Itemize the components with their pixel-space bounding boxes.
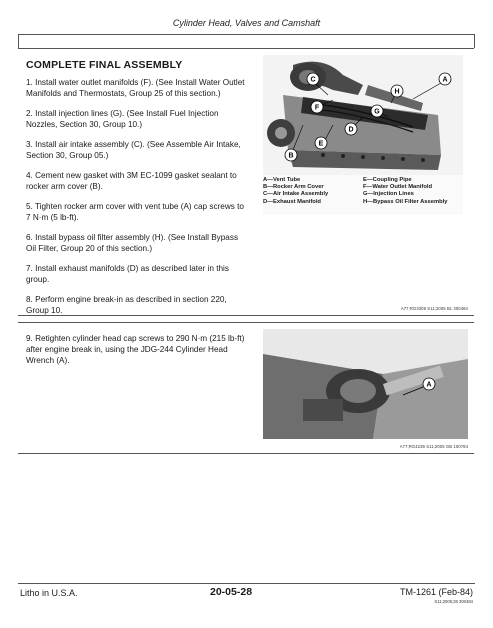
- manual-id: TM-1261 (Feb-84): [399, 587, 473, 597]
- callout-a: A: [426, 381, 432, 389]
- legend-column-right: [363, 177, 448, 206]
- engine-illustration: [263, 55, 463, 175]
- step-1: 1. Install water outlet manifolds (F). (See Install Water Outlet Manifolds and Thermostats, Group 25 of this section.): [26, 78, 245, 98]
- footer-litho: Litho in U.S.A.: [20, 588, 78, 598]
- step-3: 3. Install air intake assembly (C). (See Assemble Air Intake, Section 30, Group 05.): [26, 140, 241, 160]
- callout-a: A: [442, 76, 448, 84]
- page-header-title: Cylinder Head, Valves and Camshaft: [172, 18, 321, 28]
- page-number: 20-05-28: [210, 586, 253, 598]
- step-4: 4. Cement new gasket with 3M EC-1099 gasket sealant to rocker arm cover (B).: [26, 171, 237, 191]
- step-5: 5. Tighten rocker arm cover with vent tube (A) cap screws to 7 N·m (5 lb-ft).: [26, 202, 244, 222]
- step-7: 7. Install exhaust manifolds (D) as described later in this group.: [26, 264, 229, 284]
- legend-item: D—Exhaust Manifold: [263, 198, 321, 205]
- footer-code: S11;2005;28 300484: [434, 599, 473, 604]
- step-2: 2. Install injection lines (G). (See Install Fuel Injection Nozzles, Section 30, Group 10.): [26, 109, 219, 129]
- complete-final-assembly-section: [18, 48, 474, 316]
- legend-item: B—Rocker Arm Cover: [263, 184, 324, 191]
- step-8: 8. Perform engine break-in as described in section 220, Group 10.: [26, 295, 227, 315]
- legend-item: A—Vent Tube: [263, 177, 301, 183]
- callout-c: C: [310, 76, 316, 84]
- legend-item: C—Air Intake Assembly: [263, 191, 329, 198]
- step-6: 6. Install bypass oil filter assembly (H). (See Install Bypass Oil Filter, Group 20 of this section.): [26, 233, 239, 253]
- legend-item: E—Coupling Pipe: [363, 177, 412, 183]
- figure-reference: A77;RG4239 S11;2005 GB 100784: [399, 444, 468, 449]
- callout-b: B: [288, 152, 294, 160]
- section-title: COMPLETE FINAL ASSEMBLY: [26, 59, 183, 71]
- legend-item: F—Water Outlet Manifold: [363, 184, 433, 191]
- wrench-illustration: [263, 329, 468, 439]
- callout-g: G: [374, 108, 380, 116]
- callout-h: H: [394, 88, 400, 96]
- legend-item: G—Injection Lines: [363, 191, 414, 198]
- retighten-section: [18, 322, 474, 454]
- footer-rule: [18, 583, 475, 584]
- left-border: [18, 34, 19, 48]
- legend-item: H—Bypass Oil Filter Assembly: [363, 198, 448, 205]
- callout-e: E: [318, 140, 324, 148]
- callout-d: D: [348, 126, 354, 134]
- assembly-steps: [26, 77, 248, 325]
- right-border: [474, 34, 475, 48]
- callout-f: F: [314, 104, 320, 112]
- header-rule: [18, 34, 475, 35]
- figure-reference: A77;RG3309 S11;2005 BL 300484: [400, 306, 468, 311]
- step-9: 9. Retighten cylinder head cap screws to 290 N·m (215 lb-ft) after engine break in, using the JDG-244 Cylinder Head Wrench (A).: [26, 334, 245, 365]
- legend-column-left: [263, 177, 328, 206]
- cylinder-head-wrench-photo: [263, 329, 468, 439]
